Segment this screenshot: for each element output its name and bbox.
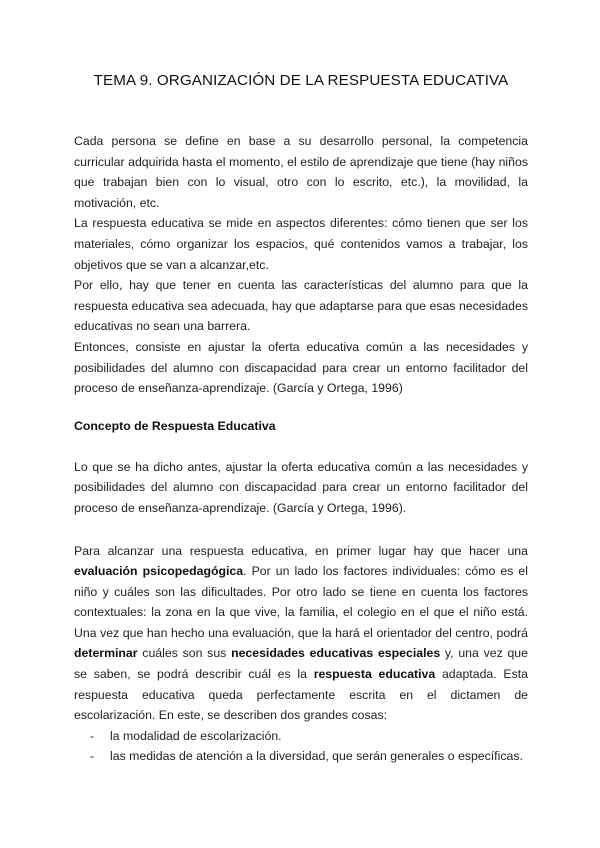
list-item bbox=[74, 726, 528, 747]
intro-paragraph-3: Por ello, hay que tener en cuenta las características del alumno para que la respuesta educativa sea adecuada, hay que adaptarse para que esas necesidades educativas no sean una barrera. bbox=[74, 278, 528, 334]
intro-paragraph-4: Entonces, consiste en ajustar la oferta educativa común a las necesidades y posibilidades del alumno con discapacidad para crear un entorno facilitador del proceso de enseñanza-aprendizaje. (García y Ortega, 1996) bbox=[74, 339, 528, 396]
bold-term-determinar: determinar bbox=[74, 646, 138, 661]
text-segment: Para alcanzar una respuesta educativa, en primer lugar hay que hacer una bbox=[74, 543, 528, 558]
text-segment: cuáles son sus bbox=[137, 646, 232, 661]
dash-marker: - bbox=[90, 728, 95, 743]
dash-marker: - bbox=[90, 749, 95, 764]
bold-term-evaluacion: evaluación psicopedagógica bbox=[74, 564, 244, 579]
intro-section bbox=[74, 131, 528, 399]
intro-paragraph-2: La respuesta educativa se mide en aspectos diferentes: cómo tienen que ser los materiales, cómo organizar los espacios, qué contenidos vamos a trabajar, los objetivos que se van a alcanzar,etc. bbox=[74, 216, 528, 272]
document-page bbox=[74, 72, 528, 767]
text-segment: y, una vez que se saben, se podrá describir cuál es la bbox=[74, 646, 528, 682]
text-segment: . Por un lado los factores individuales: cómo es el niño y cuáles son las dificultades. Por otro lado se tiene en cuenta los factores contextuales: la zona en la que vive, la familia, el colegio en el que el niño está. Una vez que han hecho una evaluación, que la hará el orientador del centro, podrá bbox=[74, 564, 528, 640]
list-item-text: las medidas de atención a la diversidad, que serán generales o específicas. bbox=[110, 749, 523, 764]
bold-term-respuesta: respuesta educativa bbox=[313, 667, 436, 682]
section-heading: Concepto de Respuesta Educativa bbox=[74, 418, 276, 433]
document-title: TEMA 9. ORGANIZACIÓN DE LA RESPUESTA EDUCATIVA bbox=[93, 72, 509, 89]
evaluation-paragraph bbox=[74, 541, 528, 726]
intro-paragraph-1: Cada persona se define en base a su desarrollo personal, la competencia curricular adquirida hasta el momento, el estilo de aprendizaje que tiene (hay niños que trabajan bien con lo visual, otro con lo escrito, etc.), la movilidad, la motivación, etc. bbox=[74, 134, 528, 210]
text-segment: adaptada. Esta respuesta educativa queda perfectamente escrita en el dictamen de escolarización. En este, se describen dos grandes cosas: bbox=[74, 667, 528, 723]
list-item bbox=[74, 746, 528, 767]
bold-term-necesidades: necesidades educativas especiales bbox=[231, 646, 441, 661]
concept-paragraph: Lo que se ha dicho antes, ajustar la oferta educativa común a las necesidades y posibilidades del alumno con discapacidad para crear un entorno facilitador del proceso de enseñanza-aprendizaje. (García y Ortega, 1996). bbox=[74, 459, 528, 515]
bullet-list bbox=[74, 726, 528, 767]
list-item-text: la modalidad de escolarización. bbox=[110, 728, 282, 743]
